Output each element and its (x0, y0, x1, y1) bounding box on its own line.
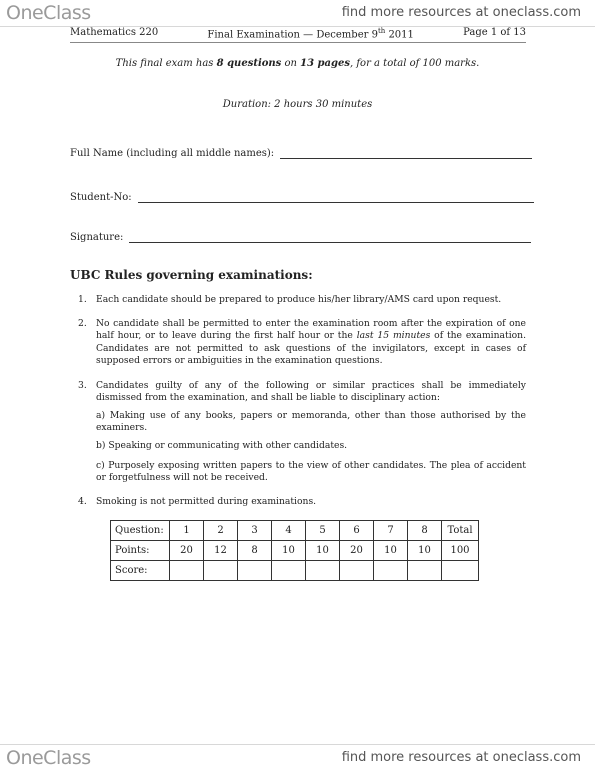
row-label-points: Points: (111, 541, 170, 561)
bottom-banner (0, 744, 595, 771)
signature-label: Signature: (70, 232, 124, 243)
question-cell: 8 (408, 521, 442, 541)
question-cell: 7 (374, 521, 408, 541)
table-row (111, 521, 479, 541)
resources-link[interactable]: find more resources at oneclass.com (341, 5, 581, 20)
oneclass-logo[interactable]: OneClass (6, 747, 91, 769)
rules-title: UBC Rules governing examinations: (70, 268, 313, 282)
question-cell: 4 (272, 521, 306, 541)
row-label-score: Score: (111, 561, 170, 581)
table-row (111, 561, 479, 581)
student-no-label: Student-No: (70, 192, 132, 203)
points-cell: 12 (204, 541, 238, 561)
course-name: Mathematics 220 (70, 27, 159, 38)
points-cell: 10 (374, 541, 408, 561)
rule-1: 1. Each candidate should be prepared to produce his/her library/AMS card upon request. (78, 294, 502, 305)
page-header (70, 27, 526, 43)
page-number: Page 1 of 13 (463, 27, 526, 38)
points-cell: 8 (238, 541, 272, 561)
full-name-field[interactable] (70, 148, 532, 159)
score-cell-total[interactable] (442, 561, 479, 581)
table-row (111, 541, 479, 561)
exam-intro: This final exam has 8 questions on 13 pages, for a total of 100 marks. (115, 58, 480, 69)
marks-table (110, 520, 479, 581)
row-label-question: Question: (111, 521, 170, 541)
rule-3a: a) Making use of any books, papers or memoranda, other than those authorised by the examiners. (96, 410, 526, 434)
question-cell: 5 (306, 521, 340, 541)
student-no-line[interactable] (138, 201, 534, 203)
full-name-line[interactable] (280, 157, 532, 159)
oneclass-logo[interactable]: OneClass (6, 2, 91, 24)
question-cell-total: Total (442, 521, 479, 541)
full-name-label: Full Name (including all middle names): (70, 148, 275, 159)
signature-line[interactable] (129, 241, 531, 243)
score-cell[interactable] (408, 561, 442, 581)
question-cell: 1 (170, 521, 204, 541)
rule-3: 3. Candidates guilty of any of the following or similar practices shall be immediately dismissed from the examination, and shall be liable to disciplinary action: (78, 380, 526, 404)
student-no-field[interactable] (70, 192, 534, 203)
score-cell[interactable] (340, 561, 374, 581)
rule-3c: c) Purposely exposing written papers to the view of other candidates. The plea of accident or forgetfulness will not be received. (96, 460, 526, 484)
question-cell: 3 (238, 521, 272, 541)
score-cell[interactable] (204, 561, 238, 581)
resources-link[interactable]: find more resources at oneclass.com (341, 750, 581, 765)
points-cell: 20 (170, 541, 204, 561)
points-cell: 10 (272, 541, 306, 561)
points-cell: 10 (408, 541, 442, 561)
score-cell[interactable] (272, 561, 306, 581)
score-cell[interactable] (170, 561, 204, 581)
score-cell[interactable] (238, 561, 272, 581)
rule-4: 4. Smoking is not permitted during examinations. (78, 496, 317, 507)
points-cell-total: 100 (442, 541, 479, 561)
top-banner (0, 0, 595, 27)
rule-2: 2. No candidate shall be permitted to enter the examination room after the expiration of one half hour, or to leave during the first half hour or the last 15 minutes of the examination. Candidates are not permitted to ask questions of the invigilators, except in cases of supposed errors or ambiguities in the examination questions. (78, 318, 526, 367)
score-cell[interactable] (306, 561, 340, 581)
exam-title: Final Examination — December 9th 2011 (207, 27, 414, 41)
question-cell: 6 (340, 521, 374, 541)
question-cell: 2 (204, 521, 238, 541)
rule-3b: b) Speaking or communicating with other candidates. (96, 440, 348, 451)
points-cell: 10 (306, 541, 340, 561)
signature-field[interactable] (70, 232, 531, 243)
exam-duration: Duration: 2 hours 30 minutes (222, 99, 373, 110)
points-cell: 20 (340, 541, 374, 561)
score-cell[interactable] (374, 561, 408, 581)
